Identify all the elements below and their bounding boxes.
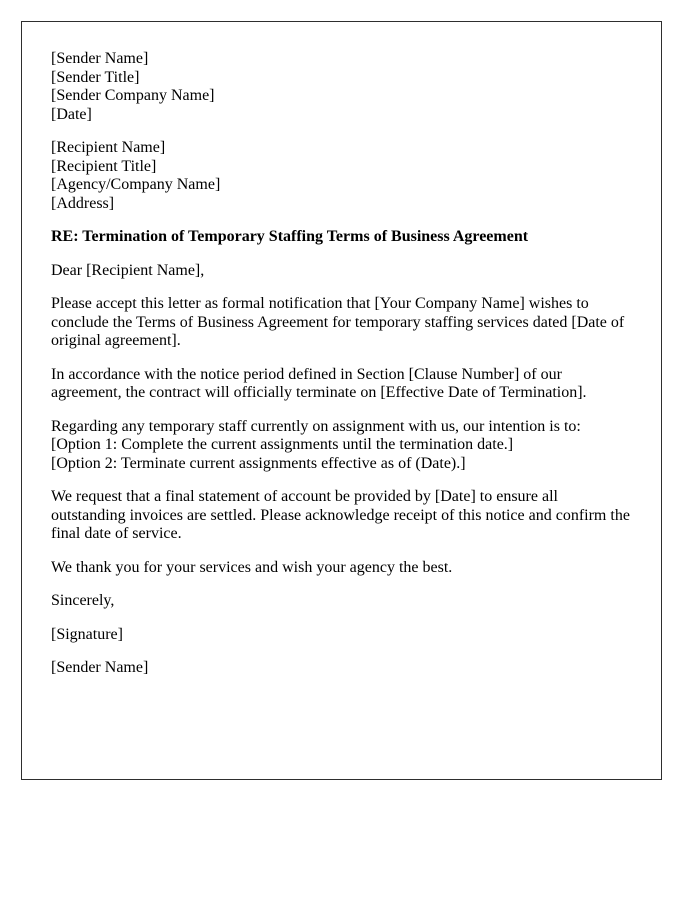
option-2-placeholder: [Option 2: Terminate current assignments effective as of (Date).] bbox=[51, 454, 466, 472]
address-placeholder: [Address] bbox=[51, 194, 115, 212]
sender-name-placeholder: [Sender Name] bbox=[51, 50, 149, 67]
signoff-name-block bbox=[51, 659, 631, 678]
subject-text: RE: Termination of Temporary Staffing Terms of Business Agreement bbox=[51, 228, 529, 245]
paragraph-line: original agreement]. bbox=[51, 332, 181, 349]
date-placeholder: [Date] bbox=[51, 105, 92, 123]
paragraph-notification bbox=[51, 295, 631, 351]
paragraph-line: Regarding any temporary staff currently on assignment with us, our intention is to: bbox=[51, 417, 581, 435]
paragraph-line: We request that a final statement of account be provided by [Date] to ensure all bbox=[51, 488, 558, 505]
paragraph-line: Please accept this letter as formal notification that [Your Company Name] wishes to bbox=[51, 295, 589, 312]
recipient-name-placeholder: [Recipient Name] bbox=[51, 139, 166, 156]
paragraph-staff-options bbox=[51, 418, 631, 474]
salutation-text: Dear [Recipient Name], bbox=[51, 261, 205, 279]
paragraph-thanks bbox=[51, 559, 631, 578]
recipient-address-block bbox=[51, 139, 631, 213]
signoff-name-placeholder: [Sender Name] bbox=[51, 659, 149, 676]
paragraph-line: We thank you for your services and wish your agency the best. bbox=[51, 558, 453, 576]
paragraph-line: conclude the Terms of Business Agreement for temporary staffing services dated [Date of bbox=[51, 313, 625, 331]
signature-placeholder: [Signature] bbox=[51, 625, 123, 643]
paragraph-line: final date of service. bbox=[51, 525, 182, 542]
closing bbox=[51, 592, 631, 611]
paragraph-notice-period bbox=[51, 366, 631, 403]
paragraph-line: agreement, the contract will officially terminate on [Effective Date of Termination]. bbox=[51, 384, 587, 401]
sender-company-placeholder: [Sender Company Name] bbox=[51, 87, 215, 104]
option-1-placeholder: [Option 1: Complete the current assignments until the termination date.] bbox=[51, 436, 514, 453]
signature-block bbox=[51, 626, 631, 645]
paragraph-line: outstanding invoices are settled. Please acknowledge receipt of this notice and confirm the bbox=[51, 506, 630, 524]
closing-text: Sincerely, bbox=[51, 592, 115, 609]
agency-company-placeholder: [Agency/Company Name] bbox=[51, 176, 221, 193]
salutation bbox=[51, 262, 631, 281]
paragraph-final-statement bbox=[51, 488, 631, 544]
letter-page bbox=[21, 21, 662, 780]
sender-address-block bbox=[51, 50, 631, 124]
paragraph-line: In accordance with the notice period defined in Section [Clause Number] of our bbox=[51, 365, 562, 383]
recipient-title-placeholder: [Recipient Title] bbox=[51, 157, 157, 175]
subject-line bbox=[51, 228, 631, 247]
sender-title-placeholder: [Sender Title] bbox=[51, 68, 140, 86]
